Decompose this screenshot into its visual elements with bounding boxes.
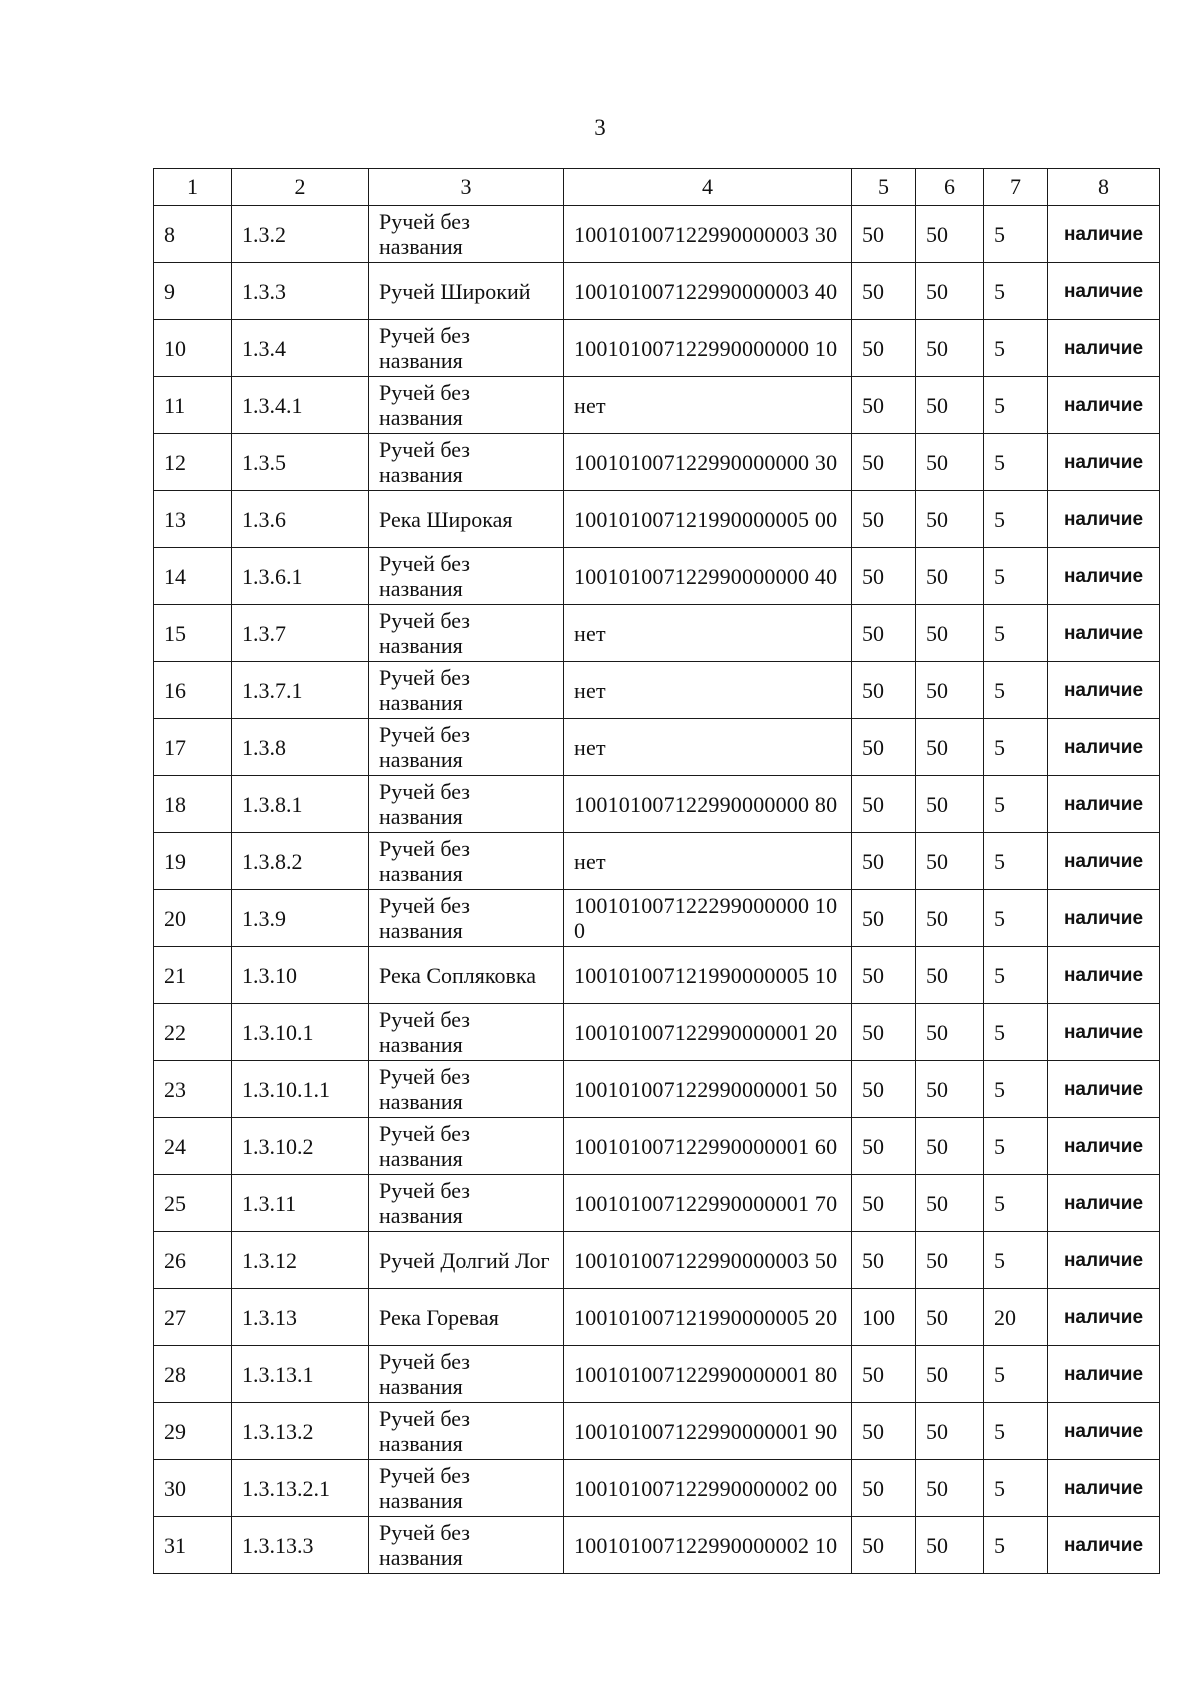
row-number-cell: 11 — [154, 377, 232, 434]
object-name-cell: Ручей Широкий — [369, 263, 564, 320]
value-col6-cell: 50 — [916, 263, 984, 320]
object-code-cell: 1.3.13 — [232, 1289, 369, 1346]
status-cell: наличие — [1048, 320, 1160, 377]
value-col7-cell: 5 — [984, 947, 1048, 1004]
row-number-cell: 25 — [154, 1175, 232, 1232]
registry-code-cell: нет — [564, 662, 852, 719]
value-col5-cell: 50 — [852, 1346, 916, 1403]
registry-code-cell: нет — [564, 605, 852, 662]
registry-code-cell: 100101007122990000001 90 — [564, 1403, 852, 1460]
object-name-cell: Ручей без названия — [369, 1118, 564, 1175]
value-col6-cell: 50 — [916, 1346, 984, 1403]
column-header: 7 — [984, 169, 1048, 206]
value-col5-cell: 50 — [852, 206, 916, 263]
value-col7-cell: 5 — [984, 206, 1048, 263]
registry-code-cell: 100101007122990000000 10 — [564, 320, 852, 377]
registry-code-cell: 100101007122990000003 40 — [564, 263, 852, 320]
value-col6-cell: 50 — [916, 776, 984, 833]
column-header: 5 — [852, 169, 916, 206]
row-number-cell: 24 — [154, 1118, 232, 1175]
object-name-cell: Ручей без названия — [369, 605, 564, 662]
object-name-cell: Ручей Долгий Лог — [369, 1232, 564, 1289]
registry-code-cell: 100101007122990000001 60 — [564, 1118, 852, 1175]
row-number-cell: 31 — [154, 1517, 232, 1574]
value-col5-cell: 50 — [852, 491, 916, 548]
registry-code-cell: 100101007122990000001 80 — [564, 1346, 852, 1403]
value-col6-cell: 50 — [916, 833, 984, 890]
object-code-cell: 1.3.6.1 — [232, 548, 369, 605]
page-number: 3 — [594, 115, 606, 140]
registry-code-cell: 100101007122990000001 50 — [564, 1061, 852, 1118]
status-cell: наличие — [1048, 1346, 1160, 1403]
value-col7-cell: 5 — [984, 605, 1048, 662]
value-col5-cell: 50 — [852, 434, 916, 491]
object-name-cell: Ручей без названия — [369, 1403, 564, 1460]
registry-code-cell: 100101007122299000000 100 — [564, 890, 852, 947]
value-col5-cell: 50 — [852, 377, 916, 434]
status-cell: наличие — [1048, 605, 1160, 662]
column-header: 4 — [564, 169, 852, 206]
object-name-cell: Ручей без названия — [369, 890, 564, 947]
value-col7-cell: 5 — [984, 1061, 1048, 1118]
object-code-cell: 1.3.4.1 — [232, 377, 369, 434]
value-col6-cell: 50 — [916, 1232, 984, 1289]
row-number-cell: 14 — [154, 548, 232, 605]
value-col6-cell: 50 — [916, 1061, 984, 1118]
registry-code-cell: нет — [564, 719, 852, 776]
table-row — [154, 662, 1160, 719]
status-cell: наличие — [1048, 1175, 1160, 1232]
row-number-cell: 26 — [154, 1232, 232, 1289]
table-row — [154, 947, 1160, 1004]
status-cell: наличие — [1048, 263, 1160, 320]
table-row — [154, 1118, 1160, 1175]
status-cell: наличие — [1048, 1061, 1160, 1118]
object-name-cell: Ручей без названия — [369, 1517, 564, 1574]
value-col5-cell: 50 — [852, 833, 916, 890]
value-col6-cell: 50 — [916, 890, 984, 947]
value-col5-cell: 50 — [852, 263, 916, 320]
table-row — [154, 320, 1160, 377]
object-code-cell: 1.3.10.1 — [232, 1004, 369, 1061]
table-row — [154, 1232, 1160, 1289]
value-col7-cell: 5 — [984, 1232, 1048, 1289]
object-code-cell: 1.3.10.2 — [232, 1118, 369, 1175]
row-number-cell: 29 — [154, 1403, 232, 1460]
value-col7-cell: 5 — [984, 662, 1048, 719]
table-row — [154, 491, 1160, 548]
row-number-cell: 16 — [154, 662, 232, 719]
registry-code-cell: 100101007122990000003 50 — [564, 1232, 852, 1289]
value-col6-cell: 50 — [916, 491, 984, 548]
value-col5-cell: 50 — [852, 548, 916, 605]
object-code-cell: 1.3.9 — [232, 890, 369, 947]
registry-code-cell: нет — [564, 833, 852, 890]
table-body — [154, 206, 1160, 1574]
row-number-cell: 9 — [154, 263, 232, 320]
table-row — [154, 206, 1160, 263]
registry-code-cell: 100101007121990000005 10 — [564, 947, 852, 1004]
object-name-cell: Ручей без названия — [369, 719, 564, 776]
status-cell: наличие — [1048, 434, 1160, 491]
value-col7-cell: 5 — [984, 776, 1048, 833]
object-code-cell: 1.3.8 — [232, 719, 369, 776]
value-col6-cell: 50 — [916, 320, 984, 377]
registry-code-cell: 100101007122990000001 70 — [564, 1175, 852, 1232]
status-cell: наличие — [1048, 833, 1160, 890]
value-col6-cell: 50 — [916, 1517, 984, 1574]
table-row — [154, 890, 1160, 947]
object-name-cell: Ручей без названия — [369, 1175, 564, 1232]
value-col6-cell: 50 — [916, 947, 984, 1004]
object-code-cell: 1.3.8.2 — [232, 833, 369, 890]
row-number-cell: 12 — [154, 434, 232, 491]
object-name-cell: Ручей без названия — [369, 377, 564, 434]
object-code-cell: 1.3.7.1 — [232, 662, 369, 719]
column-header: 1 — [154, 169, 232, 206]
value-col6-cell: 50 — [916, 434, 984, 491]
object-name-cell: Ручей без названия — [369, 1460, 564, 1517]
row-number-cell: 10 — [154, 320, 232, 377]
status-cell: наличие — [1048, 1403, 1160, 1460]
value-col5-cell: 50 — [852, 1403, 916, 1460]
value-col7-cell: 5 — [984, 1175, 1048, 1232]
object-code-cell: 1.3.3 — [232, 263, 369, 320]
table-row — [154, 548, 1160, 605]
object-name-cell: Река Горевая — [369, 1289, 564, 1346]
object-code-cell: 1.3.13.2.1 — [232, 1460, 369, 1517]
registry-code-cell: нет — [564, 377, 852, 434]
status-cell: наличие — [1048, 776, 1160, 833]
object-code-cell: 1.3.8.1 — [232, 776, 369, 833]
value-col5-cell: 50 — [852, 320, 916, 377]
status-cell: наличие — [1048, 1232, 1160, 1289]
row-number-cell: 22 — [154, 1004, 232, 1061]
value-col7-cell: 5 — [984, 1403, 1048, 1460]
value-col6-cell: 50 — [916, 206, 984, 263]
row-number-cell: 23 — [154, 1061, 232, 1118]
table-row — [154, 833, 1160, 890]
value-col5-cell: 50 — [852, 1004, 916, 1061]
value-col7-cell: 5 — [984, 491, 1048, 548]
row-number-cell: 19 — [154, 833, 232, 890]
status-cell: наличие — [1048, 662, 1160, 719]
table-row — [154, 719, 1160, 776]
object-code-cell: 1.3.7 — [232, 605, 369, 662]
table-row — [154, 1175, 1160, 1232]
value-col5-cell: 50 — [852, 1517, 916, 1574]
row-number-cell: 20 — [154, 890, 232, 947]
table-row — [154, 263, 1160, 320]
object-name-cell: Река Сопляковка — [369, 947, 564, 1004]
status-cell: наличие — [1048, 491, 1160, 548]
value-col6-cell: 50 — [916, 548, 984, 605]
status-cell: наличие — [1048, 206, 1160, 263]
object-code-cell: 1.3.4 — [232, 320, 369, 377]
value-col6-cell: 50 — [916, 1004, 984, 1061]
status-cell: наличие — [1048, 890, 1160, 947]
row-number-cell: 28 — [154, 1346, 232, 1403]
row-number-cell: 15 — [154, 605, 232, 662]
status-cell: наличие — [1048, 548, 1160, 605]
table-row — [154, 605, 1160, 662]
table-row — [154, 377, 1160, 434]
status-cell: наличие — [1048, 947, 1160, 1004]
status-cell: наличие — [1048, 1118, 1160, 1175]
table-header — [154, 169, 1160, 206]
value-col5-cell: 50 — [852, 1175, 916, 1232]
object-code-cell: 1.3.11 — [232, 1175, 369, 1232]
object-code-cell: 1.3.12 — [232, 1232, 369, 1289]
object-name-cell: Ручей без названия — [369, 434, 564, 491]
value-col5-cell: 50 — [852, 1118, 916, 1175]
registry-code-cell: 100101007122990000000 40 — [564, 548, 852, 605]
registry-code-cell: 100101007122990000002 10 — [564, 1517, 852, 1574]
value-col7-cell: 5 — [984, 377, 1048, 434]
value-col7-cell: 20 — [984, 1289, 1048, 1346]
value-col7-cell: 5 — [984, 1346, 1048, 1403]
table-row — [154, 1346, 1160, 1403]
value-col5-cell: 50 — [852, 662, 916, 719]
row-number-cell: 27 — [154, 1289, 232, 1346]
value-col6-cell: 50 — [916, 605, 984, 662]
registry-code-cell: 100101007122990000000 80 — [564, 776, 852, 833]
table-row — [154, 1460, 1160, 1517]
value-col5-cell: 50 — [852, 890, 916, 947]
value-col5-cell: 50 — [852, 1061, 916, 1118]
value-col5-cell: 50 — [852, 947, 916, 1004]
value-col7-cell: 5 — [984, 833, 1048, 890]
table-row — [154, 776, 1160, 833]
column-header: 3 — [369, 169, 564, 206]
value-col6-cell: 50 — [916, 719, 984, 776]
row-number-cell: 13 — [154, 491, 232, 548]
value-col7-cell: 5 — [984, 320, 1048, 377]
object-code-cell: 1.3.10 — [232, 947, 369, 1004]
row-number-cell: 18 — [154, 776, 232, 833]
value-col6-cell: 50 — [916, 1460, 984, 1517]
value-col7-cell: 5 — [984, 434, 1048, 491]
value-col5-cell: 50 — [852, 1232, 916, 1289]
value-col7-cell: 5 — [984, 719, 1048, 776]
object-name-cell: Ручей без названия — [369, 1346, 564, 1403]
column-header: 8 — [1048, 169, 1160, 206]
table-row — [154, 1004, 1160, 1061]
table-row — [154, 434, 1160, 491]
object-code-cell: 1.3.13.2 — [232, 1403, 369, 1460]
row-number-cell: 17 — [154, 719, 232, 776]
value-col6-cell: 50 — [916, 1289, 984, 1346]
status-cell: наличие — [1048, 1517, 1160, 1574]
value-col6-cell: 50 — [916, 377, 984, 434]
table-row — [154, 1061, 1160, 1118]
object-name-cell: Ручей без названия — [369, 662, 564, 719]
object-code-cell: 1.3.6 — [232, 491, 369, 548]
registry-code-cell: 100101007122990000001 20 — [564, 1004, 852, 1061]
value-col5-cell: 50 — [852, 776, 916, 833]
water-objects-table — [153, 168, 1160, 1574]
table-row — [154, 1289, 1160, 1346]
value-col7-cell: 5 — [984, 548, 1048, 605]
value-col7-cell: 5 — [984, 1517, 1048, 1574]
value-col6-cell: 50 — [916, 1403, 984, 1460]
value-col7-cell: 5 — [984, 263, 1048, 320]
value-col5-cell: 50 — [852, 719, 916, 776]
object-name-cell: Ручей без названия — [369, 548, 564, 605]
registry-code-cell: 100101007122990000002 00 — [564, 1460, 852, 1517]
registry-code-cell: 100101007121990000005 00 — [564, 491, 852, 548]
table-row — [154, 1517, 1160, 1574]
column-header: 2 — [232, 169, 369, 206]
value-col6-cell: 50 — [916, 1175, 984, 1232]
status-cell: наличие — [1048, 1460, 1160, 1517]
row-number-cell: 8 — [154, 206, 232, 263]
object-code-cell: 1.3.13.3 — [232, 1517, 369, 1574]
object-code-cell: 1.3.13.1 — [232, 1346, 369, 1403]
value-col7-cell: 5 — [984, 1460, 1048, 1517]
value-col7-cell: 5 — [984, 1004, 1048, 1061]
value-col6-cell: 50 — [916, 1118, 984, 1175]
registry-code-cell: 100101007121990000005 20 — [564, 1289, 852, 1346]
object-code-cell: 1.3.10.1.1 — [232, 1061, 369, 1118]
status-cell: наличие — [1048, 1289, 1160, 1346]
header-row — [154, 169, 1160, 206]
value-col7-cell: 5 — [984, 890, 1048, 947]
value-col5-cell: 50 — [852, 1460, 916, 1517]
row-number-cell: 30 — [154, 1460, 232, 1517]
column-header: 6 — [916, 169, 984, 206]
object-name-cell: Ручей без названия — [369, 320, 564, 377]
value-col7-cell: 5 — [984, 1118, 1048, 1175]
value-col6-cell: 50 — [916, 662, 984, 719]
registry-code-cell: 100101007122990000003 30 — [564, 206, 852, 263]
status-cell: наличие — [1048, 377, 1160, 434]
object-name-cell: Ручей без названия — [369, 833, 564, 890]
registry-code-cell: 100101007122990000000 30 — [564, 434, 852, 491]
status-cell: наличие — [1048, 719, 1160, 776]
row-number-cell: 21 — [154, 947, 232, 1004]
value-col5-cell: 50 — [852, 605, 916, 662]
object-name-cell: Ручей без названия — [369, 206, 564, 263]
object-name-cell: Ручей без названия — [369, 776, 564, 833]
object-name-cell: Река Широкая — [369, 491, 564, 548]
status-cell: наличие — [1048, 1004, 1160, 1061]
object-code-cell: 1.3.2 — [232, 206, 369, 263]
value-col5-cell: 100 — [852, 1289, 916, 1346]
object-name-cell: Ручей без названия — [369, 1061, 564, 1118]
table-row — [154, 1403, 1160, 1460]
object-code-cell: 1.3.5 — [232, 434, 369, 491]
object-name-cell: Ручей без названия — [369, 1004, 564, 1061]
